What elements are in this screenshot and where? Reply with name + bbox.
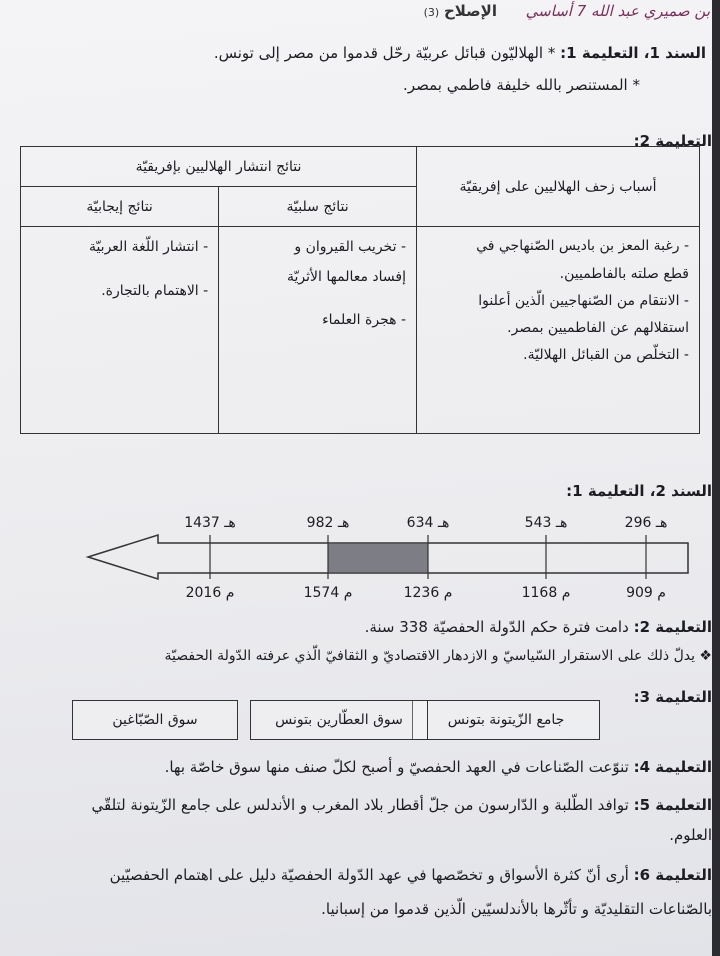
positive-cell: [21, 227, 219, 434]
cause-line: استقلالهم عن الفاطميين بمصر.: [507, 320, 689, 337]
positive-line: - الاهتمام بالتجارة.: [101, 282, 209, 299]
q1-line1: [214, 44, 706, 62]
q5-line: [92, 796, 713, 814]
timeline-gregorian-label: 909 م: [626, 585, 666, 601]
answer-box-sabbaghine: سوق الصّبّاغين: [72, 700, 238, 740]
timeline: [80, 505, 700, 605]
cause-line: - الانتقام من الصّنهاجيين الّذين أعلنوا: [478, 292, 689, 309]
timeline-gregorian-label: 1236 م: [403, 585, 453, 601]
q4-label: التعليمة 4:: [633, 758, 712, 776]
negative-line: - تخريب القيروان و: [294, 239, 406, 256]
negative-cell: [219, 227, 417, 434]
q5-line2: العلوم.: [669, 826, 712, 844]
positive-header: نتائج إيجابيّة: [21, 187, 219, 227]
q6-line2: بالصّناعات التقليديّة و تأثّرها بالأندلسيّين الّذين قدموا من إسبانيا.: [321, 900, 712, 918]
q4-line: [165, 758, 712, 776]
q6-label: التعليمة 6:: [633, 866, 712, 884]
q1-line2: * المستنصر بالله خليفة فاطمي بمصر.: [403, 76, 640, 94]
cause-line: قطع صلته بالفاطميين.: [559, 265, 689, 282]
q5-text: توافد الطّلبة و الدّارسون من جلّ أقطار بلاد المغرب و الأندلس على جامع الزّيتونة لتلقّي: [91, 796, 629, 814]
section2-label: السند 2، التعليمة 1:: [566, 482, 712, 500]
answer-box-zitouna: جامع الزّيتونة بتونس: [412, 700, 600, 740]
timeline-gregorian-label: 1168 م: [521, 585, 571, 601]
negative-line: - هجرة العلماء: [322, 312, 406, 328]
timeline-hijri-label: 1437 هـ: [184, 515, 236, 531]
causes-header: أسباب زحف الهلاليين على إفريقيّة: [417, 147, 700, 227]
page-number: (3): [423, 6, 440, 19]
causes-cell: [417, 227, 700, 434]
q1-label: السند 1، التعليمة 1:: [560, 44, 706, 62]
hilalian-table: [20, 146, 700, 434]
answer-box-attarine: سوق العطّارين بتونس: [250, 700, 428, 740]
positive-line: - انتشار اللّغة العربيّة: [88, 239, 209, 256]
cause-line: - التخلّص من القبائل الهلاليّة.: [523, 347, 689, 364]
timeline-gregorian-label: 1574 م: [303, 585, 353, 601]
timeline-hijri-label: 634 هـ: [406, 515, 450, 531]
q2-2-text: دامت فترة حكم الدّولة الحفصيّة 338 سنة.: [364, 618, 629, 636]
q5-label: التعليمة 5:: [633, 796, 712, 814]
negative-line: إفساد معالمها الأثريّة: [287, 268, 406, 285]
page-edge-shadow: [712, 0, 720, 956]
q2-2-bullet: ❖ يدلّ ذلك على الاستقرار السّياسيّ و الازدهار الاقتصاديّ و الثقافيّ الّذي عرفته الدّولة الحفصيّة: [164, 648, 712, 664]
results-header: نتائج انتشار الهلاليين بإفريقيّة: [21, 147, 417, 187]
timeline-gregorian-label: 2016 م: [185, 585, 235, 601]
q2-2-line: [365, 618, 712, 636]
timeline-hijri-label: 982 هـ: [306, 515, 350, 531]
q6-text: أرى أنّ كثرة الأسواق و تخصّصها في عهد الدّولة الحفصيّة دليل على اهتمام الحفصيّين: [109, 866, 629, 884]
q2-label: التعليمة 2:: [633, 132, 712, 150]
q4-text: تنوّعت الصّناعات في العهد الحفصيّ و أصبح لكلّ صنف منها سوق خاصّة بها.: [164, 758, 629, 776]
q3-label: التعليمة 3:: [633, 688, 712, 706]
q6-line: [110, 866, 712, 884]
negative-header: نتائج سلبيّة: [219, 187, 417, 227]
page-header: [150, 2, 710, 20]
timeline-hijri-label: 296 هـ: [624, 515, 668, 531]
page-title: الإصلاح: [443, 2, 497, 20]
timeline-hijri-label: 543 هـ: [524, 515, 568, 531]
q2-2-label: التعليمة 2:: [633, 618, 712, 636]
hafsid-period-block: [328, 543, 428, 573]
q1-text1: * الهلاليّون قبائل عربيّة رحّل قدموا من مصر إلى تونس.: [213, 44, 556, 62]
cause-line: - رغبة المعز بن باديس الصّنهاجي في: [476, 238, 689, 255]
handwritten-note: بن صميري عبد الله 7 أساسي: [525, 2, 710, 20]
